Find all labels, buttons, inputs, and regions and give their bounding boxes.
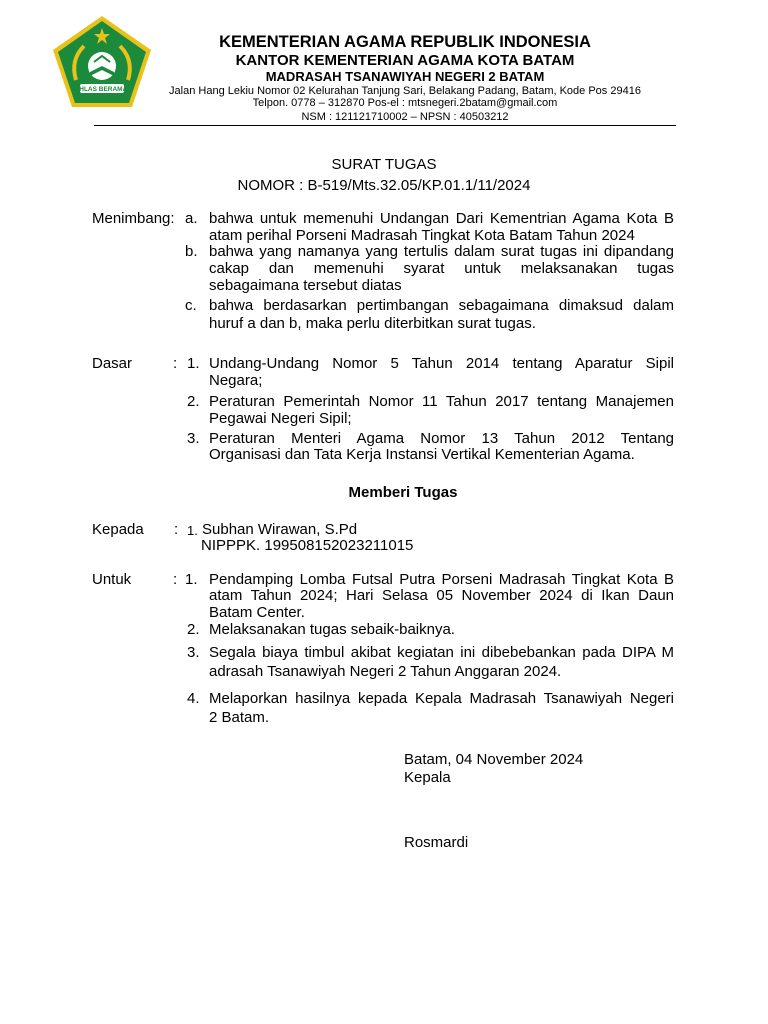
signature-place-date: Batam, 04 November 2024 [404, 751, 584, 768]
logo-text: IKHLAS BERAMAL [72, 86, 132, 93]
untuk-marker-2: 2. [187, 621, 200, 638]
header-office: KANTOR KEMENTERIAN AGAMA KOTA BATAM [235, 52, 575, 69]
header-address: Jalan Hang Lekiu Nomor 02 Kelurahan Tanjung Sari, Belakang Padang, Batam, Kode Pos 29416 [169, 85, 641, 97]
letter-title: SURAT TUGAS [331, 156, 437, 173]
header-school: MADRASAH TSANAWIYAH NEGERI 2 BATAM [265, 69, 545, 84]
untuk-label: Untuk [92, 571, 132, 588]
untuk-marker-3: 3. [187, 644, 200, 661]
untuk-2-line1: Melaksanakan tugas sebaik-baiknya. [209, 621, 455, 638]
signature-name: Rosmardi [404, 834, 469, 851]
menimbang-marker-b: b. [185, 243, 198, 260]
kepada-marker: 1. [187, 523, 198, 538]
dasar-1-line2: Negara; [209, 372, 263, 389]
dasar-2-line1: Peraturan Pemerintah Nomor 11 Tahun 2017 tentang Manajemen [209, 393, 674, 410]
untuk-4-line1: Melaporkan hasilnya kepada Kepala Madrasah Tsanawiyah Negeri [209, 690, 674, 707]
untuk-3-line2: adrasah Tsanawiyah Negeri 2 Tahun Anggaran 2024. [209, 663, 562, 680]
dasar-3-line1: Peraturan Menteri Agama Nomor 13 Tahun 2012 Tentang [209, 430, 674, 447]
untuk-1-line2: atam Tahun 2024; Hari Selasa 05 November 2024 di Ikan Daun [209, 587, 674, 604]
kepada-label: Kepada [92, 521, 144, 538]
untuk-3-line1: Segala biaya timbul akibat kegiatan ini dibebebankan pada DIPA M [209, 644, 674, 661]
letter-number: NOMOR : B-519/Mts.32.05/KP.01.1/11/2024 [237, 177, 531, 194]
dasar-3-line2: Organisasi dan Tata Kerja Instansi Vertikal Kementerian Agama. [209, 446, 635, 463]
signature-position: Kepala [404, 769, 451, 786]
untuk-marker-1: 1. [185, 571, 198, 588]
menimbang-b-line2: cakap dan memenuhi syarat untuk melaksanakan tugas [209, 260, 674, 277]
menimbang-a-line1: bahwa untuk memenuhi Undangan Dari Kementrian Agama Kota B [209, 210, 674, 227]
header-phone: Telpon. 0778 – 312870 Pos-el : mtsnegeri.2batam@gmail.com [252, 97, 558, 109]
menimbang-c-line2: huruf a dan b, maka perlu diterbitkan surat tugas. [209, 315, 536, 332]
untuk-1-line1: Pendamping Lomba Futsal Putra Porseni Madrasah Tingkat Kota B [209, 571, 674, 588]
untuk-colon: : [173, 571, 178, 588]
dasar-2-line2: Pegawai Negeri Sipil; [209, 410, 352, 427]
menimbang-a-line2: atam perihal Porseni Madrasah Tingkat Kota Batam Tahun 2024 [209, 227, 635, 244]
kepada-name: Subhan Wirawan, S.Pd [202, 521, 358, 538]
untuk-4-line2: 2 Batam. [209, 709, 270, 726]
menimbang-marker-c: c. [185, 297, 197, 314]
header-divider [94, 125, 676, 126]
header-ministry: KEMENTERIAN AGAMA REPUBLIK INDONESIA [219, 33, 591, 51]
memberi-tugas-heading: Memberi Tugas [348, 484, 458, 501]
dasar-colon: : [173, 355, 178, 372]
dasar-1-line1: Undang-Undang Nomor 5 Tahun 2014 tentang Aparatur Sipil [209, 355, 674, 372]
kepada-colon: : [174, 521, 179, 538]
menimbang-b-line1: bahwa yang namanya yang tertulis dalam surat tugas ini dipandang [209, 243, 674, 260]
dasar-label: Dasar [92, 355, 133, 372]
menimbang-marker-a: a. [185, 210, 198, 227]
menimbang-b-line3: sebagaimana tersebut diatas [209, 277, 402, 294]
ministry-logo [50, 14, 154, 110]
header-nsm: NSM : 121121710002 – NPSN : 40503212 [301, 111, 509, 123]
kepada-nip: NIPPPK. 199508152023211015 [201, 537, 414, 554]
menimbang-c-line1: bahwa berdasarkan pertimbangan sebagaimana dimaksud dalam [209, 297, 674, 314]
dasar-marker-2: 2. [187, 393, 200, 410]
menimbang-label: Menimbang: [92, 210, 175, 227]
untuk-1-line3: Batam Center. [209, 604, 305, 621]
dasar-marker-1: 1. [187, 355, 200, 372]
dasar-marker-3: 3. [187, 430, 200, 447]
untuk-marker-4: 4. [187, 690, 200, 707]
